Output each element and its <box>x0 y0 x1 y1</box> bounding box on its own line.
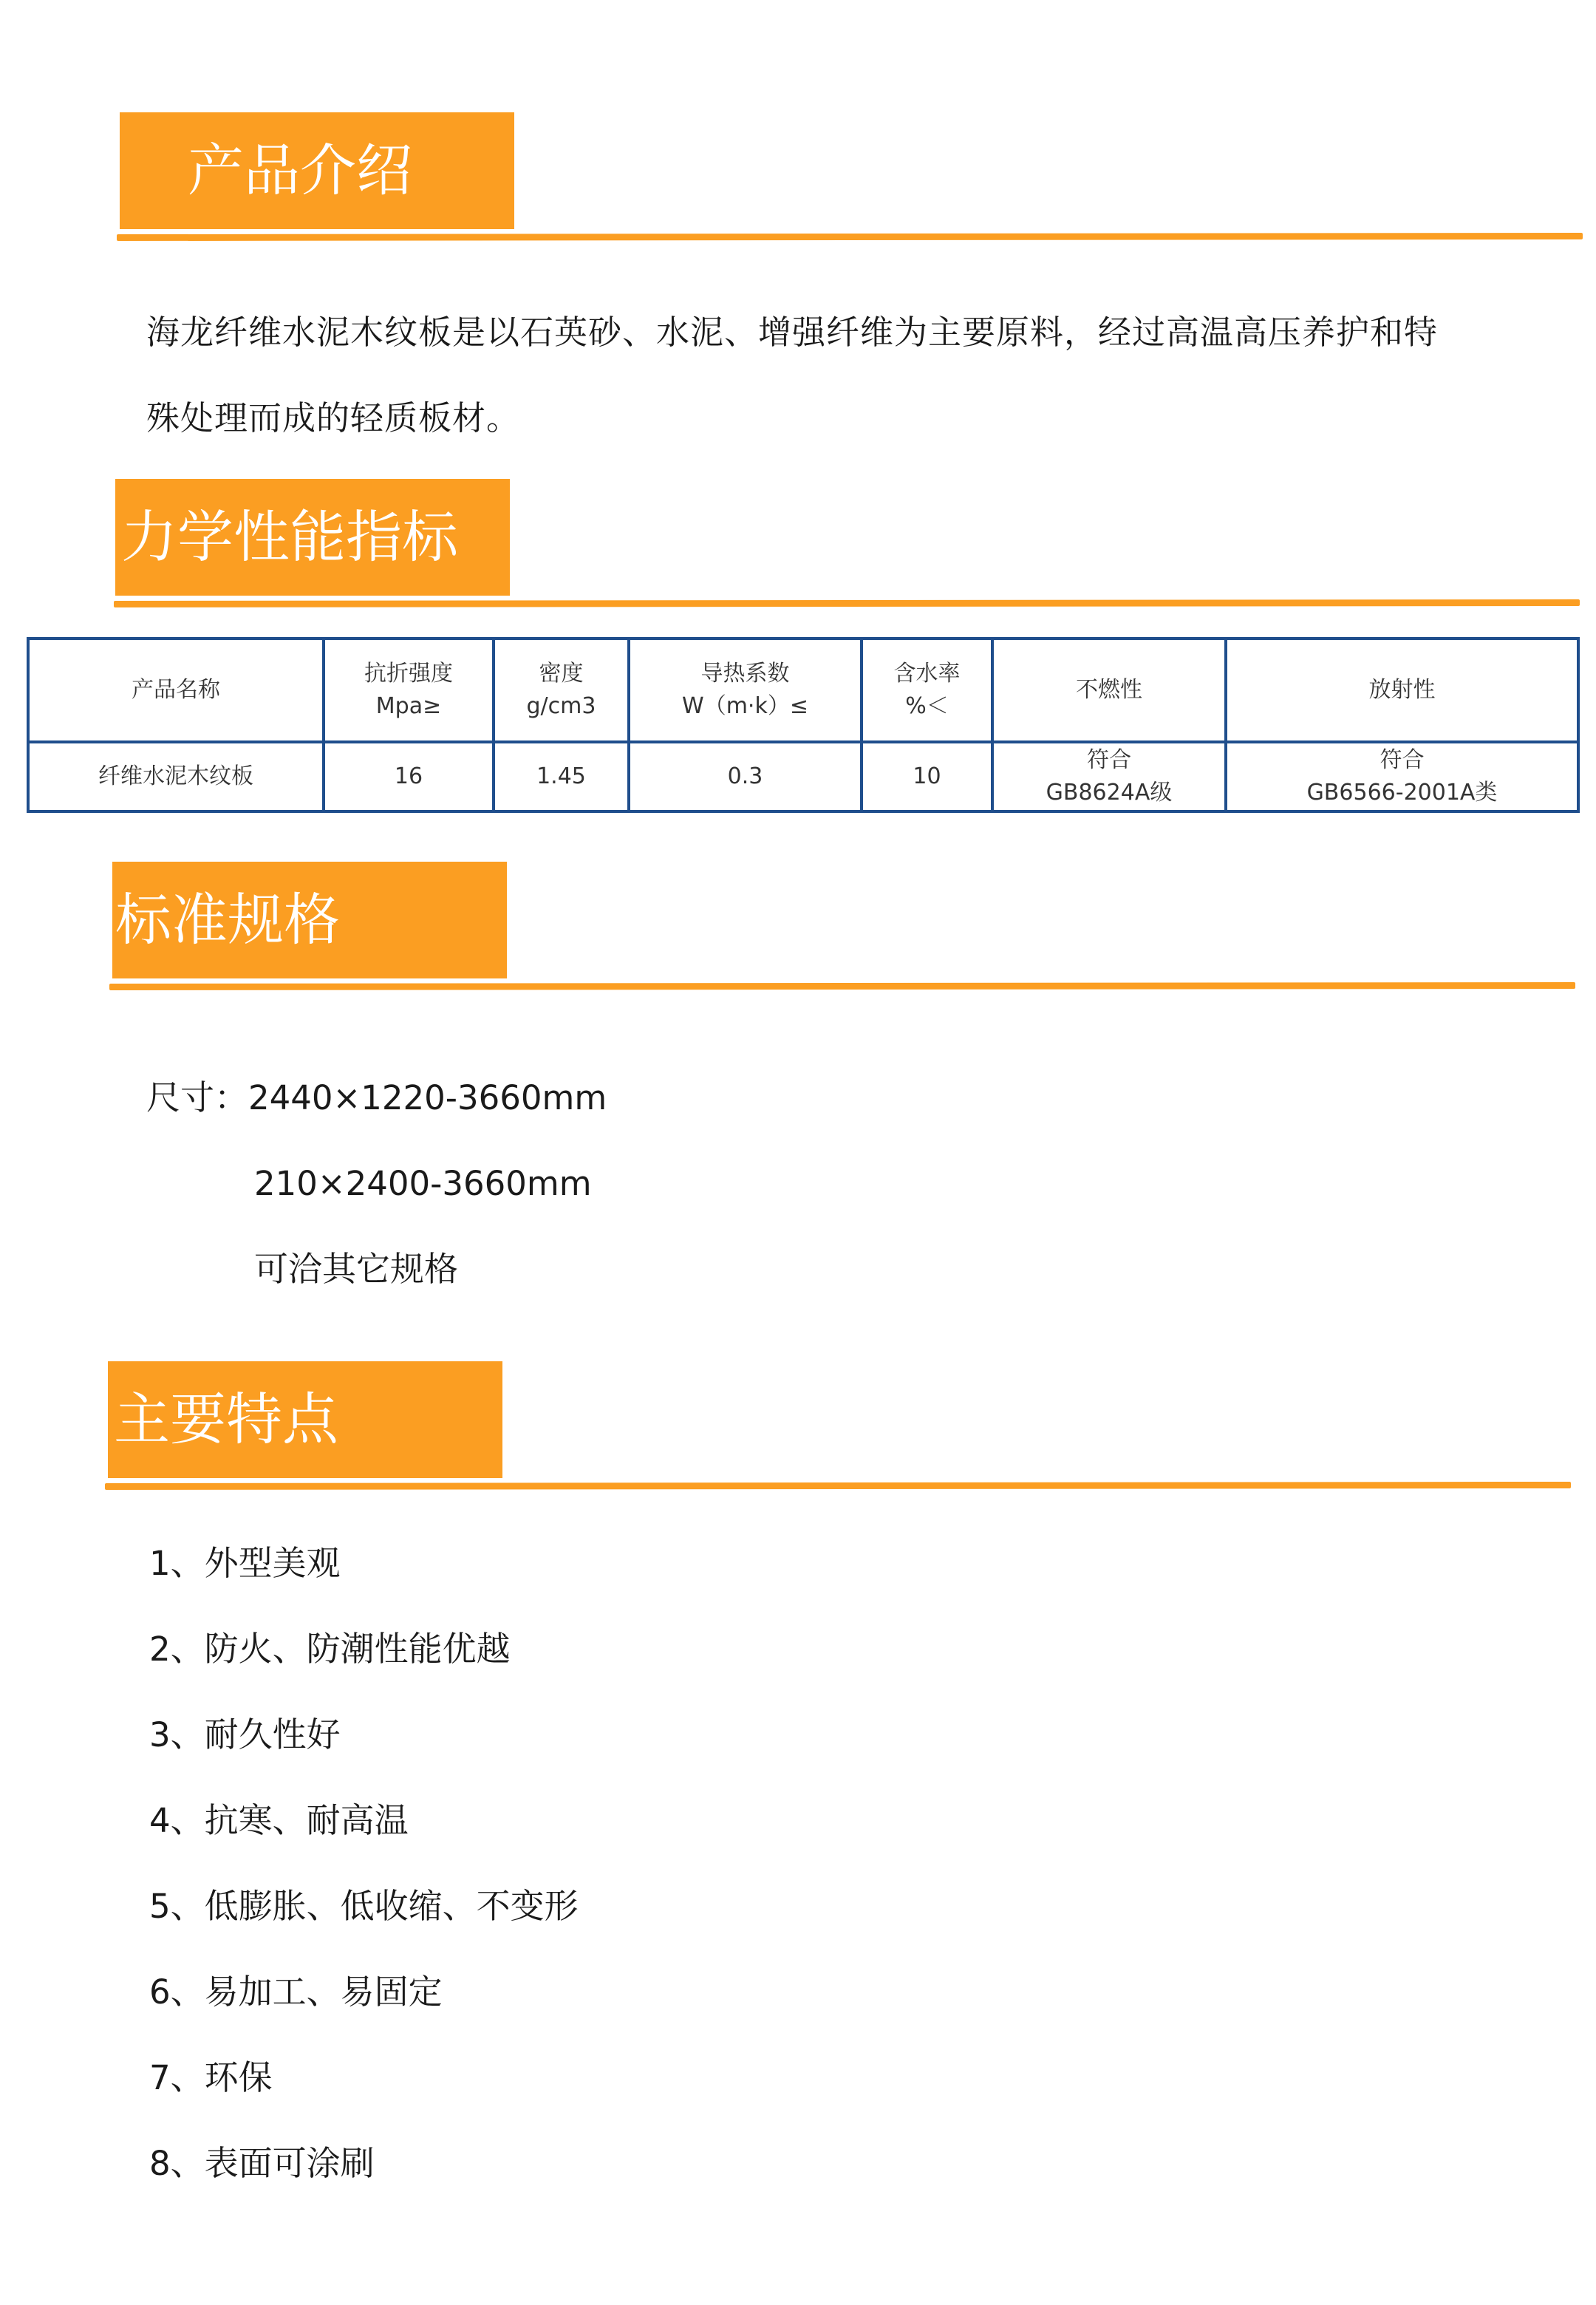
section-title-mechanics <box>115 479 510 596</box>
section-divider-spec <box>109 982 1575 990</box>
table-header-cell: 抗折强度 Mpa≥ <box>324 639 494 742</box>
table-header-cell: 不燃性 <box>992 639 1226 742</box>
section-title-intro <box>120 112 514 229</box>
section-divider-mechanics <box>114 599 1580 607</box>
spec-size-2: 210×2400-3660mm <box>254 1164 592 1203</box>
feature-item: 2、防火、防潮性能优越 <box>149 1629 511 1669</box>
feature-item: 7、环保 <box>149 2057 273 2097</box>
intro-paragraph-line: 殊处理而成的轻质板材。 <box>146 398 521 437</box>
table-cell-density: 1.45 <box>494 742 629 811</box>
spec-label: 尺寸： <box>146 1077 248 1117</box>
section-title-mechanics-text: 力学性能指标 <box>121 504 458 570</box>
section-title-features-text: 主要特点 <box>114 1386 338 1452</box>
section-divider-features <box>105 1482 1571 1490</box>
feature-item: 8、表面可涂刷 <box>149 2143 375 2183</box>
spec-size-1: 2440×1220-3660mm <box>248 1078 607 1117</box>
feature-item: 5、低膨胀、低收缩、不变形 <box>149 1886 579 1926</box>
table-cell-moisture: 10 <box>862 742 992 811</box>
spec-size-line <box>254 1164 592 1203</box>
feature-item: 3、耐久性好 <box>149 1715 341 1754</box>
section-title-features <box>108 1361 502 1478</box>
table-cell-name: 纤维水泥木纹板 <box>28 742 324 811</box>
section-title-intro-text: 产品介绍 <box>188 137 412 203</box>
table-header-row <box>28 639 1578 742</box>
table-header-cell: 导热系数 W（m·k）≤ <box>629 639 862 742</box>
feature-item: 4、抗寒、耐高温 <box>149 1800 409 1840</box>
table-header-cell: 产品名称 <box>28 639 324 742</box>
table-row <box>28 742 1578 811</box>
feature-item: 1、外型美观 <box>149 1543 341 1583</box>
table-header-cell: 密度 g/cm3 <box>494 639 629 742</box>
section-divider-intro <box>117 233 1583 241</box>
intro-paragraph-line: 海龙纤维水泥木纹板是以石英砂、水泥、增强纤维为主要原料，经过高温高压养护和特 <box>146 313 1439 352</box>
table-cell-conductivity: 0.3 <box>629 742 862 811</box>
feature-item: 6、易加工、易固定 <box>149 1972 443 2012</box>
spec-note: 可洽其它规格 <box>254 1249 458 1289</box>
table-cell-nonflammability: 符合 GB8624A级 <box>992 742 1226 811</box>
table-header-cell: 含水率 %＜ <box>862 639 992 742</box>
intro-paragraph <box>146 290 1550 461</box>
table-header-cell: 放射性 <box>1226 639 1578 742</box>
spec-size-line <box>146 1077 607 1117</box>
table-cell-strength: 16 <box>324 742 494 811</box>
section-title-spec-text: 标准规格 <box>115 887 340 953</box>
table-cell-radioactivity: 符合 GB6566-2001A类 <box>1226 742 1578 811</box>
section-title-spec <box>112 862 507 978</box>
performance-table <box>27 637 1580 813</box>
